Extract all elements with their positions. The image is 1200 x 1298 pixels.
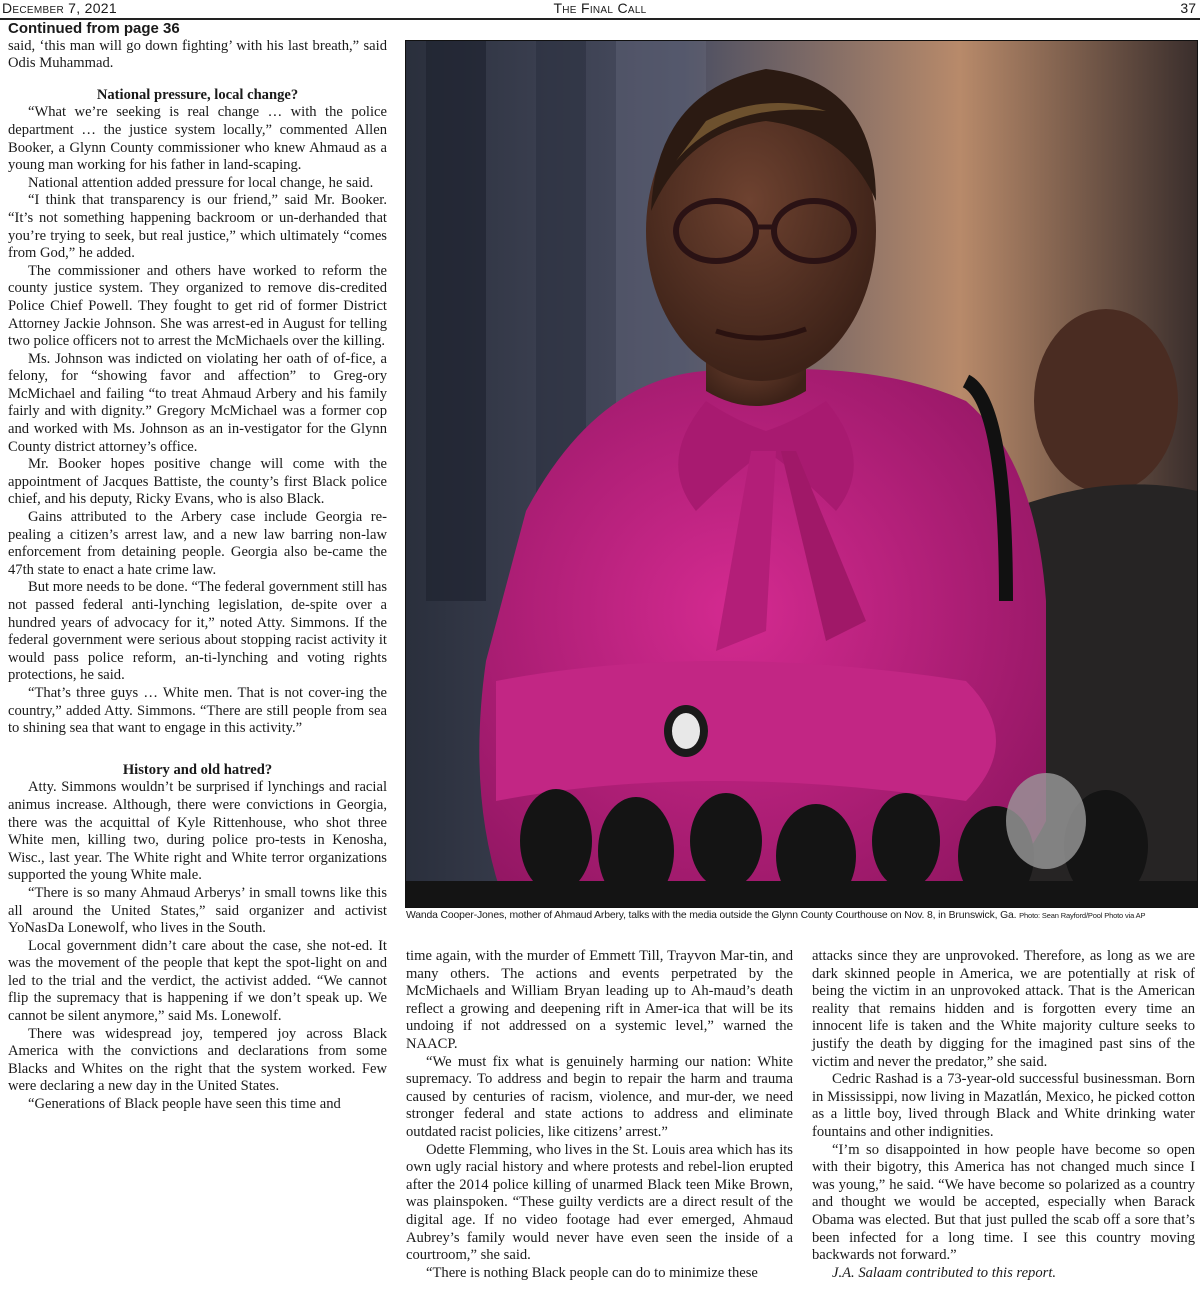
paragraph: time again, with the murder of Emmett Till, Trayvon Mar-tin, and many others. The actions and events perpetrated by the McMichaels and William Bryan leading up to Ah-maud’s death reflect a growing and deepening rift in Amer-ica that will be its undoing if not addressed on a systemic level,” warned the NAACP.	[406, 948, 793, 1052]
page-header	[0, 0, 1200, 20]
article-column-1	[8, 20, 387, 1114]
publication-name: The Final Call	[553, 0, 647, 16]
paragraph: “There is nothing Black people can do to minimize these	[426, 1264, 758, 1281]
contributor-credit: J.A. Salaam contributed to this report.	[832, 1264, 1057, 1281]
paragraph: Mr. Booker hopes positive change will come with the appointment of Jacques Battiste, the county’s first Black police chief, and his deputy, Ricky Evans, who is also Black.	[8, 456, 387, 508]
paragraph: But more needs to be done. “The federal government still has not passed federal anti-lynching legislation, de-spite over a hundred years of advocacy for it,” noted Atty. Simmons. If the federal government were serious about stopping racist activity it would pass police reform, an-ti-lynching and voting rights protections, he said.	[8, 579, 387, 684]
article-column-2	[406, 948, 793, 1282]
continued-from-label: Continued from page 36	[8, 20, 180, 37]
paragraph: Atty. Simmons wouldn’t be surprised if lynchings and racial animus increase. Although, there were convictions in Georgia, there was the acquittal of Kyle Rittenhouse, who shot three White men, killing two, during police pro-tests in Kenosha, Wisc., last year. The White right and White terror organizations supported the young White male.	[8, 779, 387, 884]
paragraph: Local government didn’t care about the case, she not-ed. It was the movement of the people that kept the spot-light on and led to the trial and the verdict, the activist added. “We cannot flip the supremacy that is happening if we don’t speak up. We cannot be silent anymore,” said Ms. Lonewolf.	[8, 937, 387, 1025]
paragraph: The commissioner and others have worked to reform the county justice system. They organized to remove dis-credited Police Chief Powell. They fought to get rid of former District Attorney Jackie Johnson. She was arrest-ed in August for telling two police officers not to arrest the McMichaels over the killing.	[8, 262, 387, 350]
paragraph: Ms. Johnson was indicted on violating her oath of of-fice, a felony, for “showing favor and affection” to Greg-ory McMichael and failing “to treat Ahmaud Arbery and his family fairly and with dignity.” Gregory McMichael was a former cop and worked with Ms. Johnson as an in-vestigator for the Glynn County district attorney’s office.	[8, 350, 387, 455]
paragraph: Gains attributed to the Arbery case include Georgia re-pealing a citizen’s arrest law, and a new law barring non-law enforcement from detaining people. Georgia also be-came the 47th state to enact a hate crime law.	[8, 509, 387, 578]
paragraph: National attention added pressure for local change, he said.	[28, 174, 374, 191]
issue-date: December 7, 2021	[2, 0, 117, 16]
section-heading: National pressure, local change?	[96, 86, 299, 103]
photo-caption	[406, 910, 1198, 922]
paragraph: “I’m so disappointed in how people have become so open with their bigotry, this America has not changed much since I was young,” he said. “We have become so polarized as a country and thought we would be accepted, especially when Barack Obama was elected. But that just pulled the scab off a sore that’s been infected for a long time. I see this country moving backwards not forward.”	[812, 1141, 1195, 1264]
paragraph: Cedric Rashad is a 73-year-old successful businessman. Born in Mississippi, now living in Mazatlán, Mexico, he picked cotton as a little boy, lived through Black and White drinking water fountains and other indignities.	[812, 1071, 1195, 1140]
paragraph: “There is so many Ahmaud Arberys’ in small towns like this all around the United States,” said organizer and activist YoNasDa Lonewolf, who lives in the South.	[8, 884, 387, 937]
paragraph: “Generations of Black people have seen this time and	[28, 1096, 341, 1113]
paragraph: “That’s three guys … White men. That is not cover-ing the country,” added Atty. Simmons. “There are still people from sea to shining sea that want to engage in this activity.”	[8, 684, 387, 737]
photo-credit: Photo: Sean Rayford/Pool Photo via AP	[1019, 911, 1146, 920]
paragraph: said, ‘this man will go down fighting’ with his last breath,” said Odis Muhammad.	[8, 37, 387, 72]
paragraph: There was widespread joy, tempered joy across Black America with the convictions and declarations from some Blacks and Whites on the right that the system worked. Few were declaring a new day in the United States.	[8, 1025, 387, 1095]
article-column-3	[812, 948, 1195, 1282]
paragraph: “What we’re seeking is real change … with the police department … the justice system locally,” commented Allen Booker, a Glynn County commissioner who knew Ahmaud as a young man working for his father in land-scaping.	[8, 104, 387, 174]
paragraph: attacks since they are unprovoked. Therefore, as long as we are dark skinned people in America, we are potentially at risk of being the victim in an unprovoked attack. That is the American reality that remains hidden and is forgotten every time an innocent life is taken and the White majority culture seeks to justify the death by digging for the imagined past sins of the victim and never the predator,” she said.	[812, 948, 1195, 1070]
page-number: 37	[1180, 0, 1196, 16]
section-heading: History and old hatred?	[122, 761, 273, 778]
paragraph: “We must fix what is genuinely harming our nation: White supremacy. To address and begin to repair the harm and trauma caused by centuries of racism, violence, and mur-der, we need stronger federal and state actions to address and eliminate outdated racist policies, like citizens’ arrest.”	[406, 1053, 793, 1140]
news-photo	[405, 40, 1198, 908]
paragraph: “I think that transparency is our friend,” said Mr. Booker. “It’s not something happening backroom or un-derhanded that you’re trying to seek, but real justice,” which ultimately “comes from God,” he added.	[8, 192, 387, 262]
photo-illustration	[406, 41, 1197, 907]
caption-text: Wanda Cooper-Jones, mother of Ahmaud Arbery, talks with the media outside the Glynn County Courthouse on Nov. 8, in Brunswick, Ga.	[406, 910, 1017, 921]
paragraph: Odette Flemming, who lives in the St. Louis area which has its own ugly racial history and where protests and rebel-lion erupted after the 2014 police killing of unarmed Black teen Mike Brown, was plainspoken. “These guilty verdicts are a direct result of the digital age. If no video footage had ever emerged, Ahmaud Aubrey’s family would never have even seen the inside of a courtroom,” she said.	[406, 1141, 793, 1264]
